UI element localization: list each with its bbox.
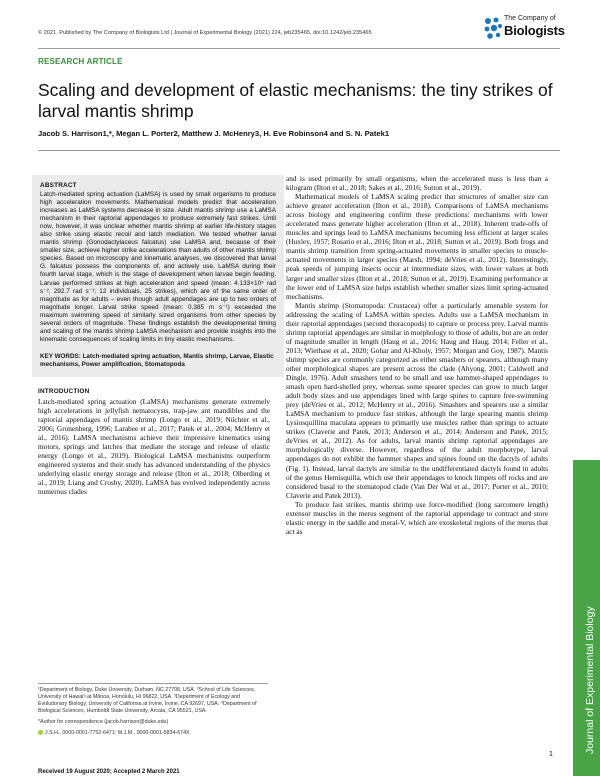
header-rule: [38, 48, 560, 49]
correspondence-note: *Author for correspondence (jacob.harrison@duke.edu): [38, 718, 169, 725]
page-number: 1: [549, 751, 553, 758]
right-column: [286, 174, 548, 536]
affiliations: ¹Department of Biology, Duke University, Durham, NC 27708, USA. ²School of Life Sciences, University of Hawai'i at Mānoa, Honolulu, HI 96822, USA. ³Department of Ecology and Evolutionary Biology, University of California at Irvine, Irvine, CA 92697, USA. ⁴Department of Biological Sciences, Humboldt State University, Arcata, CA 95521, USA.: [38, 687, 257, 714]
logo-text-line1: The Company of: [504, 15, 556, 22]
publisher-logo: [482, 14, 565, 46]
logo-text-line2: Biologists: [504, 23, 565, 38]
orcid-icon: [38, 730, 43, 735]
introduction-text: Latch-mediated spring actuation (LaMSA) mechanisms generate extremely high accelerations in jellyfish nematocysts, trap-jaw ant mandibles and the raptorial appendages of mantis shrimp (Longo et al., 2019; Nüchter et al., 2006; Gronenberg, 1996; Larabee et al., 2017; Patek et al., 2004; McHenry et al., 2016). LaMSA mechanisms achieve their impressive kinematics using motors, springs and latches that mediate the storage and release of elastic energy (Longo et al., 2019). Biological LaMSA mechanisms outperform engineered systems and their study has advanced understanding of the physics underlying elastic energy storage and release (Ilton et al., 2018; Olberding et al., 2019; Liang and Crosby, 2020). LaMSA has evolved independently across numerous clades: [38, 396, 270, 497]
left-column: [38, 175, 276, 497]
body-paragraph-3: Mantis shrimp (Stomatopoda: Crustacea) offer a particularly amenable system for addressing the scaling of LaMSA within species. Adults use a LaMSA mechanism in their raptorial appendages (second thoracopods) to capture or process prey. Larval mantis shrimp raptorial appendages are similar in morphology to those of adults, but are an order of magnitude smaller in length (Haug et al., 2016; Haug and Haug, 2014; Feller et al., 2013; Wiethase et al., 2020; Gohar and Al-Kholy, 1957; Morgan and Goy, 1987). Mantis shrimp species are commonly categorized as either smashers or spearers, although many other morphological shapes are present across the clade (Ahyong, 2001; Caldwell and Dingle, 1976). Adult smashers tend to be small and use hammer-shaped appendages to smash open hard-shelled prey, whereas some spearer species can grow to much larger adult body sizes and use appendages lined with large spines to capture free-swimming prey (deVries et al., 2012; McHenry et al., 2016). Smashers and spearers use a similar LaMSA mechanism to produce fast strikes, although the large spearing mantis shrimp Lysiosquillina maculata appears to primarily use muscles rather than springs to actuate strikes (Claverie and Patek, 2013; Anderson et al., 2014; Anderson and Patek, 2015; deVries et al., 2012). As for adults, larval mantis shrimp raptorial appendages are morphologically diverse. However, regardless of the adult morphotype, larval appendages do not exhibit the hammer shapes and spines found on the dactyls of adults (Fig. 1). Instead, larval dactyls are similar to the undifferentiated dactyls found in adults of the genus Hemisquilla, which use their appendages to knock limpets off rocks and are considered basal to the stomatopod clade (Van Der Wal et al., 2017; Porter et al., 2010; Claverie and Patek 2013).: [286, 300, 549, 500]
article-title: Scaling and development of elastic mechanisms: the tiny strikes of larval mantis shrimp: [38, 80, 553, 121]
body-paragraph-4: To produce fast strikes, mantis shrimp use force-modified (long sarcomere length) extensor muscles in the merus segment of the raptorial appendage to contract and store elastic energy in the saddle and meral-V, which are exoskeletal regions of the merus that act as: [286, 499, 548, 536]
citation-line: © 2021. Published by The Company of Biologists Ltd | Journal of Experimental Biology (2021) 224, jeb235465. doi:10.1242/jeb.235465: [38, 30, 372, 36]
abstract-box: [32, 175, 284, 377]
title-rule: [38, 150, 560, 151]
logo-dots-icon: [482, 16, 504, 42]
body-paragraph-2: Mathematical models of LaMSA scaling predict that structures of smaller size can achieve greater acceleration (Ilton et al., 2018). Comparisons of LaMSA mechanisms across biology and engineering confirm these predictions: mechanisms with lower accelerated mass generate higher acceleration (Ilton et al., 2018). Inherent trade-offs of muscles and springs lead to LaMSA mechanisms becoming less efficient at larger scales (Huxley, 1957; Rosario et al., 2016; Ilton et al., 2018; Sutton et al., 2019). Both frogs and mantis shrimp transition from spring-actuated movements in smaller species to muscle-actuated movements in larger species (Marsh, 1994; deVries et al., 2012). Interestingly, peak speeds of jumping insects occur at intermediate sizes, with lower values at both larger and smaller sizes (Ilton et al., 2018; Sutton et al., 2019). Examining performance at the lower end of LaMSA size helps establish whether smaller sizes limit spring-actuated mechanisms.: [286, 192, 548, 301]
orcid-ids: J.S.H., 0000-0001-7752-6471; M.J.M., 0000-0001-5834-674X: [45, 729, 190, 736]
footnote-rule: [38, 683, 268, 684]
introduction-section: [38, 388, 270, 497]
article-type-label: RESEARCH ARTICLE: [38, 57, 123, 66]
introduction-heading: INTRODUCTION: [38, 387, 90, 395]
abstract-text: Latch-mediated spring actuation (LaMSA) is used by small organisms to produce high acceleration movements. Mathematical models predict that acceleration increases as LaMSA systems decrease in size. Adult mantis shrimp use a LaMSA mechanism in their raptorial appendages to produce extremely fast strikes. Until now, however, it was unclear whether mantis shrimp at earlier life-history stages also strike using elastic recoil and latch mediation. We tested whether larval mantis shrimp (Gonodactylaceus falcatus) use LaMSA and, because of their smaller size, achieve higher strike accelerations than adults of other mantis shrimp species. Based on microscopy and kinematic analyses, we discovered that larval G. falcatus possess the components of, and actively use, LaMSA during their fourth larval stage, which is the stage of development when larvae begin feeding. Larvae performed strikes at high acceleration and speed (mean: 4.133×10⁵ rad s⁻², 292.7 rad s⁻¹; 12 individuals, 25 strikes), which are of the same order of magnitude as for adults – even though adult appendages are up to two orders of magnitude longer. Larval strike speed (mean: 0.385 m s⁻¹) exceeded the maximum swimming speed of similarly sized organisms from other species by several orders of magnitude. These findings establish the developmental timing and scaling of the mantis shrimp LaMSA mechanism and provide insights into the kinematic consequences of scaling limits in tiny elastic mechanisms.: [40, 191, 276, 343]
journal-side-banner-text: Journal of Experimental Biology: [584, 606, 596, 754]
received-dates: Received 19 August 2020; Accepted 2 March 2021: [38, 769, 180, 775]
footnotes: [38, 687, 268, 736]
abstract-heading: ABSTRACT: [40, 182, 77, 189]
keywords: KEY WORDS: Latch-mediated spring actuation, Mantis shrimp, Larvae, Elastic mechanisms, Power amplification, Stomatopoda: [40, 352, 274, 368]
body-paragraph-1: and is used primarily by small organisms, when the accelerated mass is less than a kilogram (Ilton et al., 2018; Sakes et al., 2016; Sutton et al., 2019).: [286, 174, 548, 193]
author-list: Jacob S. Harrison1,*, Megan L. Porter2, Matthew J. McHenry3, H. Eve Robinson4 and S. N. Patek1: [38, 129, 390, 138]
